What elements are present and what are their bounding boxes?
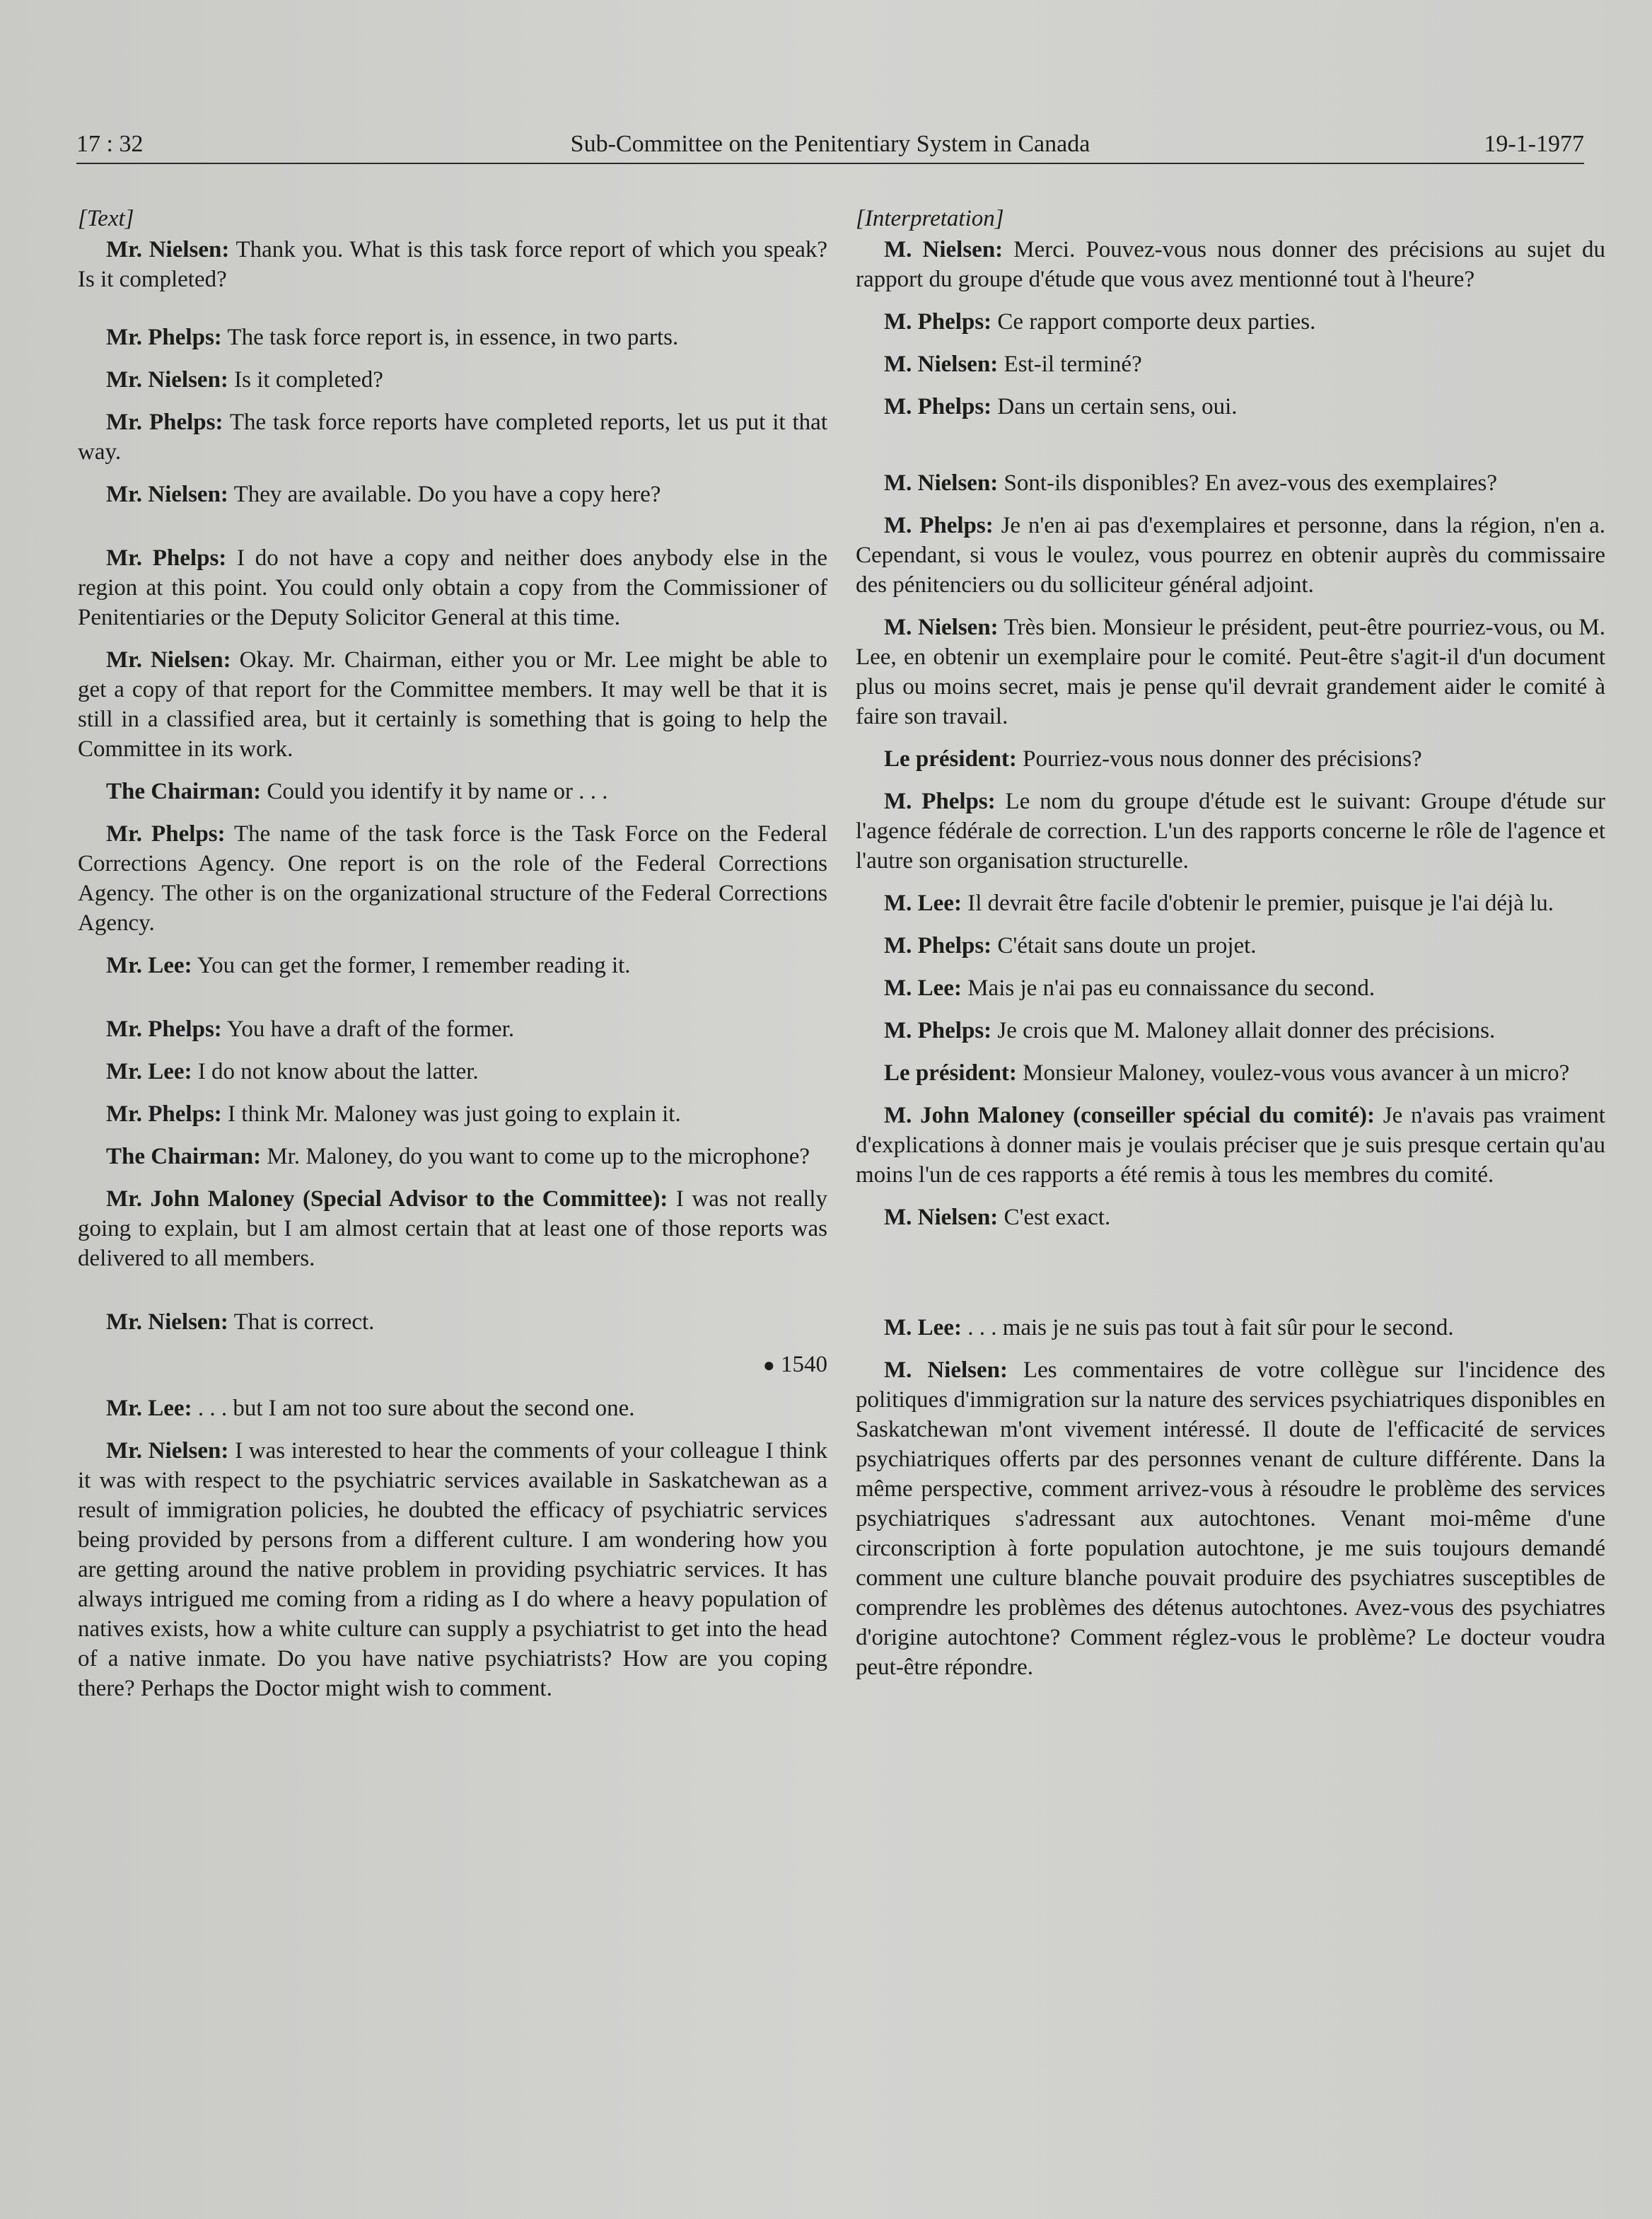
paragraph [856, 1016, 1605, 1045]
text-tag: [Text] [78, 206, 134, 231]
speaker: M. Phelps: [884, 789, 996, 814]
speech: I was interested to hear the comments of your colleague I think it was with respect to the psychiatric services available in Saskatchewan as a result of immigration policies, he doubted the efficacy of psychiatric services being provided by persons from a different culture. I am wondering how you are getting around the native problem in providing psychiatric services. It has always intrigued me coming from a riding as I do where a heavy population of natives exists, how a white culture can supply a psychiatrist to get into the head of a native inmate. Do you have native psychiatrists? How are you coping there? Perhaps the Doctor might wish to comment. [78, 1438, 827, 1701]
paragraph [78, 1014, 827, 1044]
paragraph [856, 1203, 1605, 1232]
interpretation-tag: [Interpretation] [856, 206, 1004, 231]
page-number: 17 : 32 [76, 131, 144, 157]
english-column [78, 204, 827, 1716]
speech: C'est exact. [998, 1205, 1111, 1230]
paragraph [856, 235, 1605, 294]
speaker: M. Nielsen: [884, 470, 999, 496]
speaker: Mr. John Maloney (Special Advisor to the Committee): [106, 1186, 668, 1212]
paragraph [78, 1307, 827, 1337]
paragraph [856, 349, 1605, 379]
speaker: Mr. Nielsen: [106, 482, 228, 507]
speech: . . . but I am not too sure about the second one. [192, 1396, 635, 1421]
speaker: M. Nielsen: [884, 1357, 1008, 1383]
paragraph [78, 819, 827, 938]
speech: Is it completed? [228, 367, 383, 393]
speech: The name of the task force is the Task Force on the Federal Corrections Agency. One report is on the role of the Federal Corrections Agency. The other is on the organizational structure of the Federal Corrections Agency. [78, 821, 827, 936]
speaker: M. Phelps: [884, 394, 992, 419]
speech: Ce rapport comporte deux parties. [991, 309, 1316, 335]
speaker: Mr. Nielsen: [106, 367, 228, 393]
speech: I do not know about the latter. [192, 1059, 479, 1084]
speech: Il devrait être facile d'obtenir le premier, puisque je l'ai déjà lu. [961, 891, 1554, 916]
speaker: Mr. Phelps: [106, 410, 223, 435]
speech: You can get the former, I remember reading it. [192, 953, 631, 978]
paragraph [78, 1394, 827, 1423]
speech: Est-il terminé? [998, 352, 1142, 377]
speech: Le nom du groupe d'étude est le suivant: Groupe d'étude sur l'agence fédérale de correction. L'un des rapports concerne le rôle de l'agence et l'autre son organisation structurelle. [856, 789, 1605, 874]
paragraph [856, 1101, 1605, 1190]
speech: Merci. Pouvez-vous nous donner des précisions au sujet du rapport du groupe d'étude que vous avez mentionné tout à l'heure? [856, 237, 1605, 292]
paragraph [856, 931, 1605, 961]
speech: Pourriez-vous nous donner des précisions? [1016, 746, 1422, 772]
speech: Thank you. What is this task force report of which you speak? Is it completed? [78, 237, 827, 292]
header-date: 19-1-1977 [1484, 131, 1584, 157]
speaker: Mr. Phelps: [106, 545, 227, 571]
paragraph [78, 1057, 827, 1087]
speech: Dans un certain sens, oui. [991, 394, 1238, 419]
paragraph [78, 543, 827, 632]
paragraph [856, 744, 1605, 774]
speech: Mr. Maloney, do you want to come up to the microphone? [261, 1144, 810, 1169]
speech: Mais je n'ai pas eu connaissance du second. [961, 975, 1375, 1001]
paragraph [78, 645, 827, 764]
header-rule [76, 163, 1584, 164]
speech: Je crois que M. Maloney allait donner des précisions. [991, 1018, 1496, 1043]
paragraph [856, 307, 1605, 337]
paragraph [856, 468, 1605, 498]
paragraph [856, 511, 1605, 600]
speech: The task force reports have completed reports, let us put it that way. [78, 410, 827, 465]
speech: Je n'avais pas vraiment d'explications à donner mais je voulais préciser que je suis presque certain qu'au moins l'un de ces rapports a été remis à tous les membres du comité. [856, 1103, 1605, 1188]
speaker: Mr. Lee: [106, 1059, 192, 1084]
paragraph [78, 1099, 827, 1129]
speaker: M. Lee: [884, 1315, 962, 1340]
speaker: M. Nielsen: [884, 237, 1004, 262]
paragraph [78, 1436, 827, 1703]
time-marker-value: 1540 [781, 1352, 827, 1377]
speech: I think Mr. Maloney was just going to explain it. [221, 1101, 681, 1127]
speaker: M. Phelps: [884, 309, 992, 335]
paragraph [856, 1313, 1605, 1343]
paragraph [78, 235, 827, 294]
speaker: Le président: [884, 1060, 1017, 1086]
speaker: Mr. Phelps: [106, 821, 226, 847]
speech: Les commentaires de votre collègue sur l'incidence des politiques d'immigration sur la nature des services psychiatriques disponibles en Saskatchewan m'ont vivement intéressé. Il doute de l'efficacité de services psychiatriques offerts par des personnes venant de culture différente. Dans la même perspective, comment arrivez-vous à résoudre le problème des services psychiatriques s'adressant aux autochtones. Venant moi-même d'une circonscription à forte population autochtone, je me suis toujours demandé comment une culture blanche pouvait produire des psychiatres susceptibles de comprendre les problèmes des détenus autochtones. Avez-vous des psychiatres d'origine autochtone? Comment réglez-vous le problème? Le docteur voudra peut-être répondre. [856, 1357, 1605, 1680]
speech: Sont-ils disponibles? En avez-vous des exemplaires? [998, 470, 1497, 496]
time-marker [78, 1350, 827, 1381]
speaker: Mr. Nielsen: [106, 647, 231, 673]
speaker: M. Phelps: [884, 1018, 992, 1043]
paragraph [856, 392, 1605, 422]
paragraph [78, 777, 827, 806]
speech: Je n'en ai pas d'exemplaires et personne, dans la région, n'en a. Cependant, si vous le voulez, vous pourrez en obtenir auprès du commissaire des pénitenciers ou du solliciteur général adjoint. [856, 513, 1605, 598]
paragraph [856, 787, 1605, 876]
speaker: M. Nielsen: [884, 1205, 999, 1230]
paragraph [78, 1142, 827, 1171]
speaker: Mr. Lee: [106, 1396, 192, 1421]
running-title: Sub-Committee on the Penitentiary System in Canada [570, 131, 1090, 157]
speech: Okay. Mr. Chairman, either you or Mr. Lee might be able to get a copy of that report for the Committee members. It may well be that it is still in a classified area, but it certainly is something that is going to help the Committee in its work. [78, 647, 827, 762]
speaker: Mr. Nielsen: [106, 1309, 228, 1335]
speech: You have a draft of the former. [221, 1016, 515, 1042]
speech: I do not have a copy and neither does anybody else in the region at this point. You could only obtain a copy from the Commissioner of Penitentiaries or the Deputy Solicitor General at this time. [78, 545, 827, 630]
speech: Très bien. Monsieur le président, peut-être pourriez-vous, ou M. Lee, en obtenir un exemplaire pour le comité. Peut-être s'agit-il d'un document plus ou moins secret, mais je pense qu'il devrait grandement aider le comité à faire son travail. [856, 615, 1605, 729]
paragraph [78, 1184, 827, 1273]
speech: C'était sans doute un projet. [991, 933, 1257, 958]
paragraph [78, 323, 827, 352]
speaker: Mr. Nielsen: [106, 1438, 229, 1464]
speech: The task force report is, in essence, in two parts. [221, 325, 679, 350]
page-header [76, 124, 1584, 164]
speech: . . . mais je ne suis pas tout à fait sûr pour le second. [961, 1315, 1454, 1340]
speaker: M. Phelps: [884, 933, 992, 958]
speaker: The Chairman: [106, 1144, 262, 1169]
speaker: Mr. Phelps: [106, 325, 222, 350]
speech: I was not really going to explain, but I am almost certain that at least one of those reports was delivered to all members. [78, 1186, 827, 1271]
speaker: Mr. Lee: [106, 953, 192, 978]
speech: That is correct. [228, 1309, 375, 1335]
speaker: Mr. Phelps: [106, 1016, 222, 1042]
speaker: M. Nielsen: [884, 615, 999, 640]
paragraph [78, 951, 827, 980]
speaker: Mr. Nielsen: [106, 237, 230, 262]
speaker: M. John Maloney (conseiller spécial du comité): [884, 1103, 1375, 1128]
speaker: M. Lee: [884, 891, 962, 916]
speaker: M. Lee: [884, 975, 962, 1001]
speech: Could you identify it by name or . . . [261, 779, 608, 804]
speaker: The Chairman: [106, 779, 262, 804]
paragraph [856, 1355, 1605, 1682]
paragraph [856, 613, 1605, 731]
paragraph [856, 1058, 1605, 1088]
speaker: M. Phelps: [884, 513, 994, 538]
speech: Monsieur Maloney, voulez-vous vous avancer à un micro? [1016, 1060, 1570, 1086]
speaker: Le président: [884, 746, 1017, 772]
french-column [856, 204, 1605, 1695]
paragraph [78, 365, 827, 395]
paragraph [78, 407, 827, 467]
paragraph [856, 888, 1605, 918]
paragraph [78, 480, 827, 509]
bullet-icon: ● [762, 1355, 775, 1377]
speaker: M. Nielsen: [884, 352, 999, 377]
speaker: Mr. Phelps: [106, 1101, 222, 1127]
speech: They are available. Do you have a copy here? [228, 482, 661, 507]
paragraph [856, 973, 1605, 1003]
